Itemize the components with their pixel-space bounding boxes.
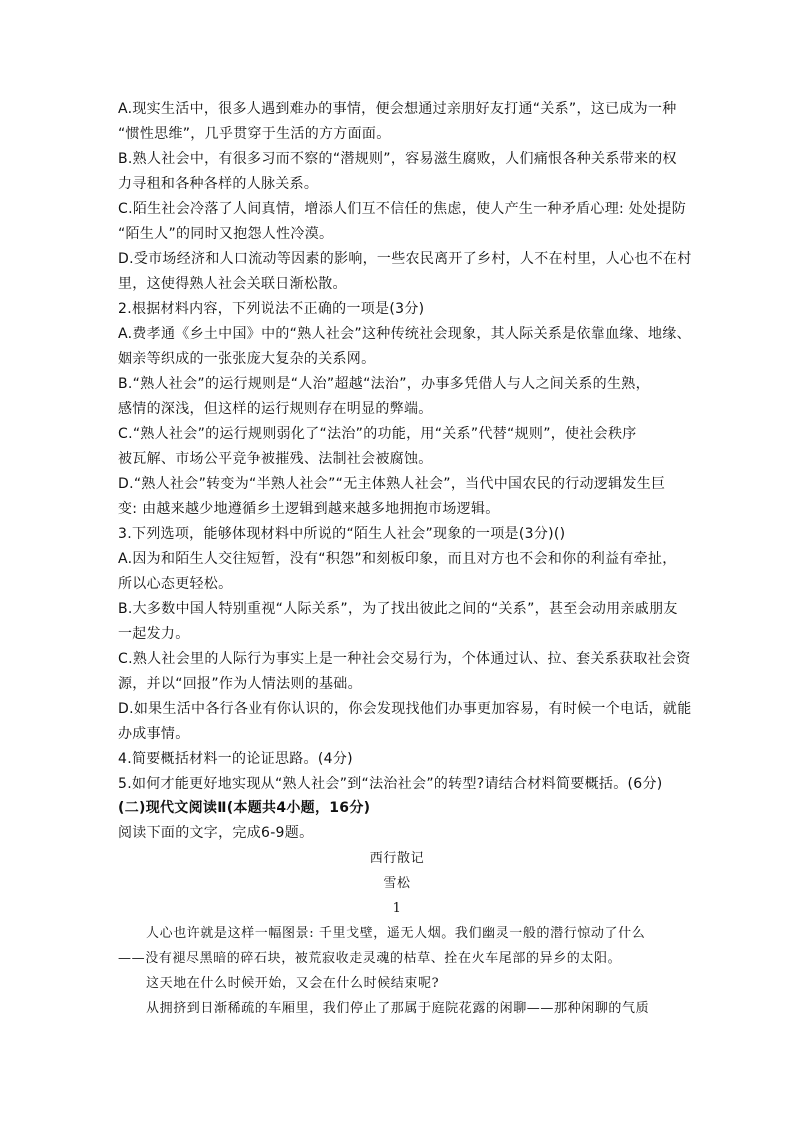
q2-option-d-line-1: D.“熟人社会”转变为“半熟人社会”“无主体熟人社会”，当代中国农民的行动逻辑发生巨 bbox=[118, 476, 666, 492]
q2-option-c-line-1: C.“熟人社会”的运行规则弱化了“法治”的功能，用“关系”代替“规则”，使社会秩序 bbox=[118, 426, 637, 442]
q1-option-c-line-1: C.陌生社会冷落了人间真情，增添人们互不信任的焦虑，使人产生一种矛盾心理: 处处提防 bbox=[118, 201, 686, 217]
q3-option-d-line-2: 办成事情。 bbox=[118, 726, 190, 742]
passage-line-3: 这天地在什么时候开始，又会在什么时候结束呢? bbox=[146, 976, 440, 991]
q3-option-c-line-1: C.熟人社会里的人际行为事实上是一种社会交易行为，个体通过认、拉、套关系获取社会资 bbox=[118, 651, 691, 667]
q3-option-a-line-2: 所以心态更轻松。 bbox=[118, 576, 233, 592]
q3-option-b-line-1: B.大多数中国人特别重视“人际关系”，为了找出彼此之间的“关系”，甚至会动用亲戚朋友 bbox=[118, 601, 678, 617]
q3-option-a-line-1: A.因为和陌生人交往短暂，没有“积怨”和刻板印象，而且对方也不会和你的利益有牵扯， bbox=[118, 551, 677, 567]
q1-option-d-line-2: 里，这使得熟人社会关联日渐松散。 bbox=[118, 276, 347, 292]
passage-line-1: 人心也许就是这样一幅图景: 千里戈壁，遥无人烟。我们幽灵一般的潜行惊动了什么 bbox=[146, 926, 646, 941]
section2-heading: (二)现代文阅读Ⅱ(本题共4小题，16分) bbox=[118, 800, 371, 816]
q2-stem: 2.根据材料内容，下列说法不正确的一项是(3分) bbox=[118, 301, 425, 317]
q3-option-d-line-1: D.如果生活中各行各业有你认识的，你会发现找他们办事更加容易，有时候一个电话，就能 bbox=[118, 701, 692, 717]
passage-author: 雪松 bbox=[383, 876, 411, 891]
section2-instruction: 阅读下面的文字，完成6-9题。 bbox=[118, 825, 314, 841]
q2-option-a-line-1: A.费孝通《乡土中国》中的“熟人社会”这种传统社会现象，其人际关系是依靠血缘、地缘、 bbox=[118, 326, 691, 342]
q2-option-b-line-1: B.“熟人社会”的运行规则是“人治”超越“法治”，办事多凭借人与人之间关系的生熟， bbox=[118, 376, 650, 392]
q1-option-a-line-1: A.现实生活中，很多人遇到难办的事情，便会想通过亲朋好友打通“关系”，这已成为一种 bbox=[118, 101, 677, 117]
q2-option-d-line-2: 变: 由越来越少地遵循乡土逻辑到越来越多地拥抱市场逻辑。 bbox=[118, 501, 500, 517]
q4-stem: 4.简要概括材料一的论证思路。(4分) bbox=[118, 751, 353, 767]
q3-option-c-line-2: 源，并以“回报”作为人情法则的基础。 bbox=[118, 676, 362, 692]
passage-title: 西行散记 bbox=[369, 851, 425, 866]
q1-option-d-line-1: D.受市场经济和人口流动等因素的影响，一些农民离开了乡村，人不在村里，人心也不在村 bbox=[118, 251, 692, 267]
passage-line-4: 从拥挤到日渐稀疏的车厢里，我们停止了那属于庭院花露的闲聊——那种闲聊的气质 bbox=[146, 1001, 650, 1016]
q2-option-a-line-2: 姻亲等织成的一张张庞大复杂的关系网。 bbox=[118, 351, 376, 367]
q2-option-b-line-2: 感情的深浅，但这样的运行规则存在明显的弊端。 bbox=[118, 401, 433, 417]
q3-stem: 3.下列选项，能够体现材料中所说的“陌生人社会”现象的一项是(3分)() bbox=[118, 526, 566, 542]
q1-option-b-line-1: B.熟人社会中，有很多习而不察的“潜规则”，容易滋生腐败，人们痛恨各种关系带来的权 bbox=[118, 151, 677, 167]
q1-option-a-line-2: “惯性思维”，几乎贯穿于生活的方方面面。 bbox=[118, 126, 391, 142]
q1-option-c-line-2: “陌生人”的同时又抱怨人性冷漠。 bbox=[118, 226, 334, 242]
q3-option-b-line-2: 一起发力。 bbox=[118, 626, 190, 642]
passage-line-2: ——没有褪尽黑暗的碎石块，被荒寂收走灵魂的枯草、拴在火车尾部的异乡的太阳。 bbox=[118, 951, 622, 966]
passage-part-number: 1 bbox=[392, 901, 402, 916]
q5-stem: 5.如何才能更好地实现从“熟人社会”到“法治社会”的转型?请结合材料简要概括。(6分) bbox=[118, 776, 663, 792]
q1-option-b-line-2: 力寻租和各种各样的人脉关系。 bbox=[118, 176, 319, 192]
q2-option-c-line-2: 被瓦解、市场公平竞争被摧残、法制社会被腐蚀。 bbox=[118, 451, 433, 467]
